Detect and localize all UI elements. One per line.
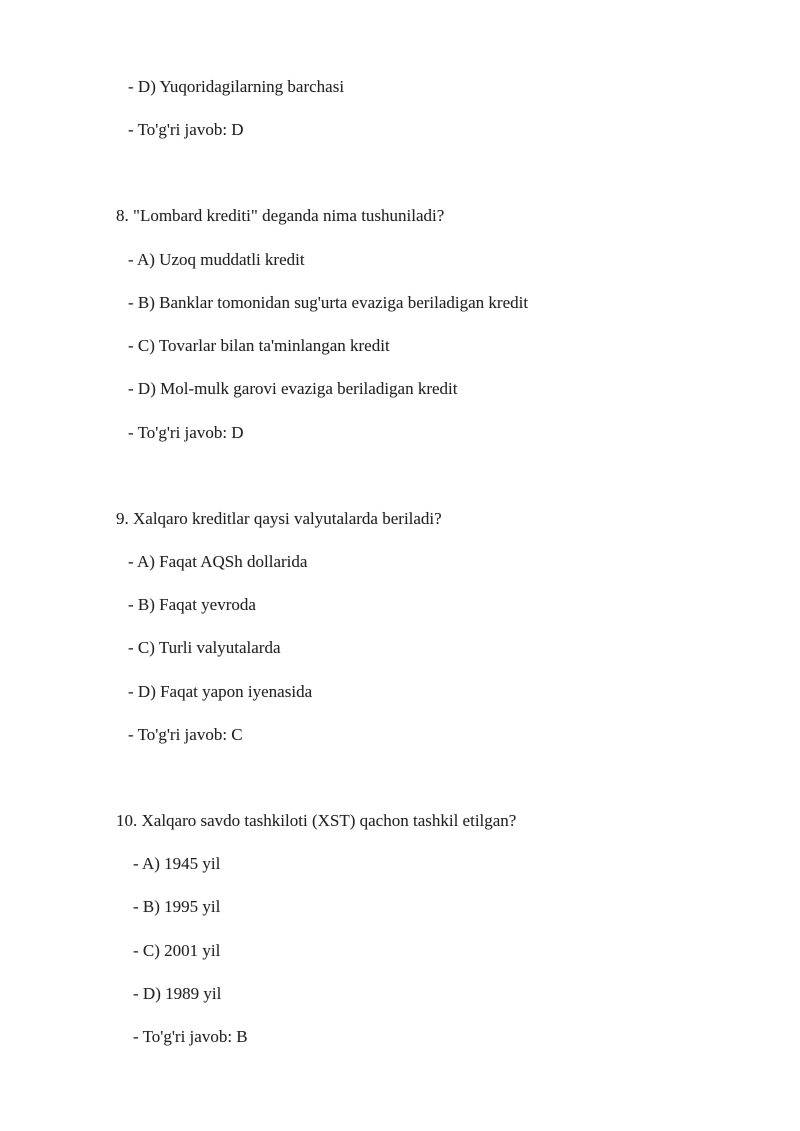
q9-option-b: - B) Faqat yevroda bbox=[128, 595, 256, 614]
q10-option-c: - C) 2001 yil bbox=[133, 941, 221, 960]
q8-option-d: - D) Mol-mulk garovi evaziga beriladigan kredit bbox=[128, 379, 458, 398]
q8-answer: - To'g'ri javob: D bbox=[128, 423, 244, 442]
q10-option-b: - B) 1995 yil bbox=[133, 897, 221, 916]
q10-option-d: - D) 1989 yil bbox=[133, 984, 222, 1003]
question-8: 8. "Lombard krediti" deganda nima tushuniladi? bbox=[116, 206, 445, 225]
q8-option-a: - A) Uzoq muddatli kredit bbox=[128, 250, 305, 269]
prev-answer: - To'g'ri javob: D bbox=[128, 120, 244, 139]
prev-option-d: - D) Yuqoridagilarning barchasi bbox=[128, 77, 345, 96]
q8-option-b: - B) Banklar tomonidan sug'urta evaziga beriladigan kredit bbox=[128, 293, 529, 312]
q9-option-a: - A) Faqat AQSh dollarida bbox=[128, 552, 308, 571]
question-9: 9. Xalqaro kreditlar qaysi valyutalarda beriladi? bbox=[116, 509, 442, 528]
question-10: 10. Xalqaro savdo tashkiloti (XST) qachon tashkil etilgan? bbox=[116, 811, 517, 830]
q8-option-c: - C) Tovarlar bilan ta'minlangan kredit bbox=[128, 336, 390, 355]
q9-answer: - To'g'ri javob: C bbox=[128, 725, 243, 744]
q10-option-a: - A) 1945 yil bbox=[133, 854, 221, 873]
q9-option-c: - C) Turli valyutalarda bbox=[128, 638, 281, 657]
q9-option-d: - D) Faqat yapon iyenasida bbox=[128, 682, 313, 701]
q10-answer: - To'g'ri javob: B bbox=[133, 1027, 248, 1046]
